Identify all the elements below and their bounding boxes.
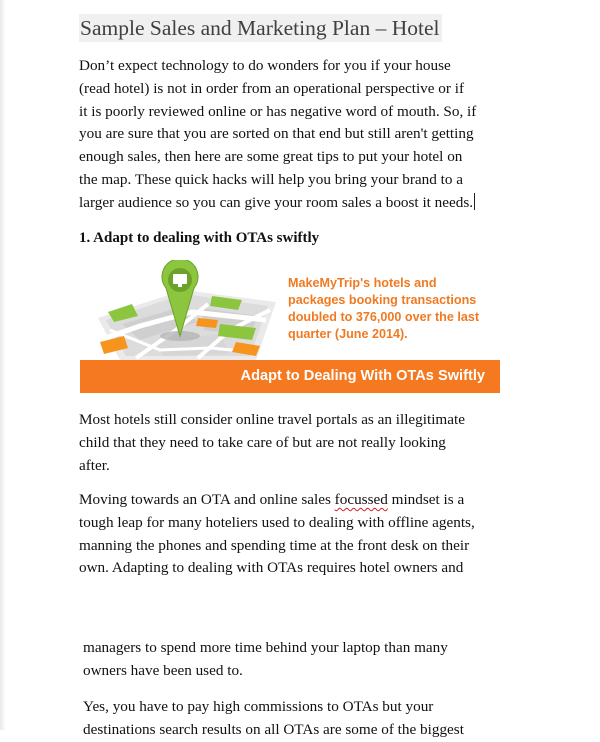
text-line: enough sales, then here are some great tips to put your hotel on xyxy=(79,148,463,166)
paragraph-commissions[interactable] xyxy=(83,696,533,742)
stat-line: MakeMyTrip's hotels and xyxy=(288,276,437,290)
text-line: destinations search results on all OTAs are some of the biggest xyxy=(83,720,464,738)
text-line: own. Adapting to dealing with OTAs requires hotel owners and xyxy=(79,559,464,577)
banner-footer-text: Adapt to Dealing With OTAs Swiftly xyxy=(240,368,485,384)
text-line: you are sure that you are sorted on that end but still aren't getting xyxy=(79,125,474,143)
text-line: Yes, you have to pay high commissions to OTAs but your xyxy=(83,698,434,715)
section-heading[interactable]: 1. Adapt to dealing with OTAs swiftly xyxy=(79,230,320,246)
spelling-flagged-word[interactable]: focussed xyxy=(334,491,388,508)
text-line: Most hotels still consider online travel portals as an illegitimate xyxy=(79,411,465,428)
text-line: it is poorly reviewed online or has negative word of mouth. So, if xyxy=(79,102,477,120)
banner-footer-bar xyxy=(80,360,500,393)
text-line: managers to spend more time behind your laptop than many xyxy=(83,639,448,656)
text-line: tough leap for many hoteliers used to dealing with offline agents, xyxy=(79,513,475,531)
text-line xyxy=(79,489,529,512)
text-line: after. xyxy=(79,456,110,474)
text-line: (read hotel) is not in order from an operational perspective or if xyxy=(79,79,465,97)
booking-stat-text xyxy=(288,275,498,343)
text-line: the map. These quick hacks will help you bring your brand to a xyxy=(79,170,463,188)
stat-line: quarter (June 2014). xyxy=(288,327,408,341)
paragraph-laptop-time[interactable] xyxy=(83,637,533,683)
page-edge-shadow xyxy=(0,0,6,730)
text-line: Don’t expect technology to do wonders for you if your house xyxy=(79,57,451,74)
paragraph-otas-portals[interactable] xyxy=(79,409,529,477)
document-title[interactable]: Sample Sales and Marketing Plan – Hotel xyxy=(79,14,442,42)
text-line-with-cursor xyxy=(79,192,529,215)
intro-paragraph[interactable] xyxy=(79,55,529,215)
stat-line: packages booking transactions xyxy=(288,293,477,307)
paragraph-online-mindset[interactable] xyxy=(79,489,529,580)
text-line: manning the phones and spending time at the front desk on their xyxy=(79,536,470,554)
text-line: child that they need to take care of but are not really looking xyxy=(79,433,446,451)
text-line: owners have been used to. xyxy=(83,661,243,679)
text-line: larger audience so you can give your room sales a boost it needs. xyxy=(79,193,474,211)
text-cursor xyxy=(474,193,475,210)
text-segment: Moving towards an OTA and online sales xyxy=(79,491,335,508)
stat-line: doubled to 376,000 over the last xyxy=(288,310,480,324)
text-segment: mindset is a xyxy=(387,491,465,508)
ota-banner-image xyxy=(80,260,500,393)
